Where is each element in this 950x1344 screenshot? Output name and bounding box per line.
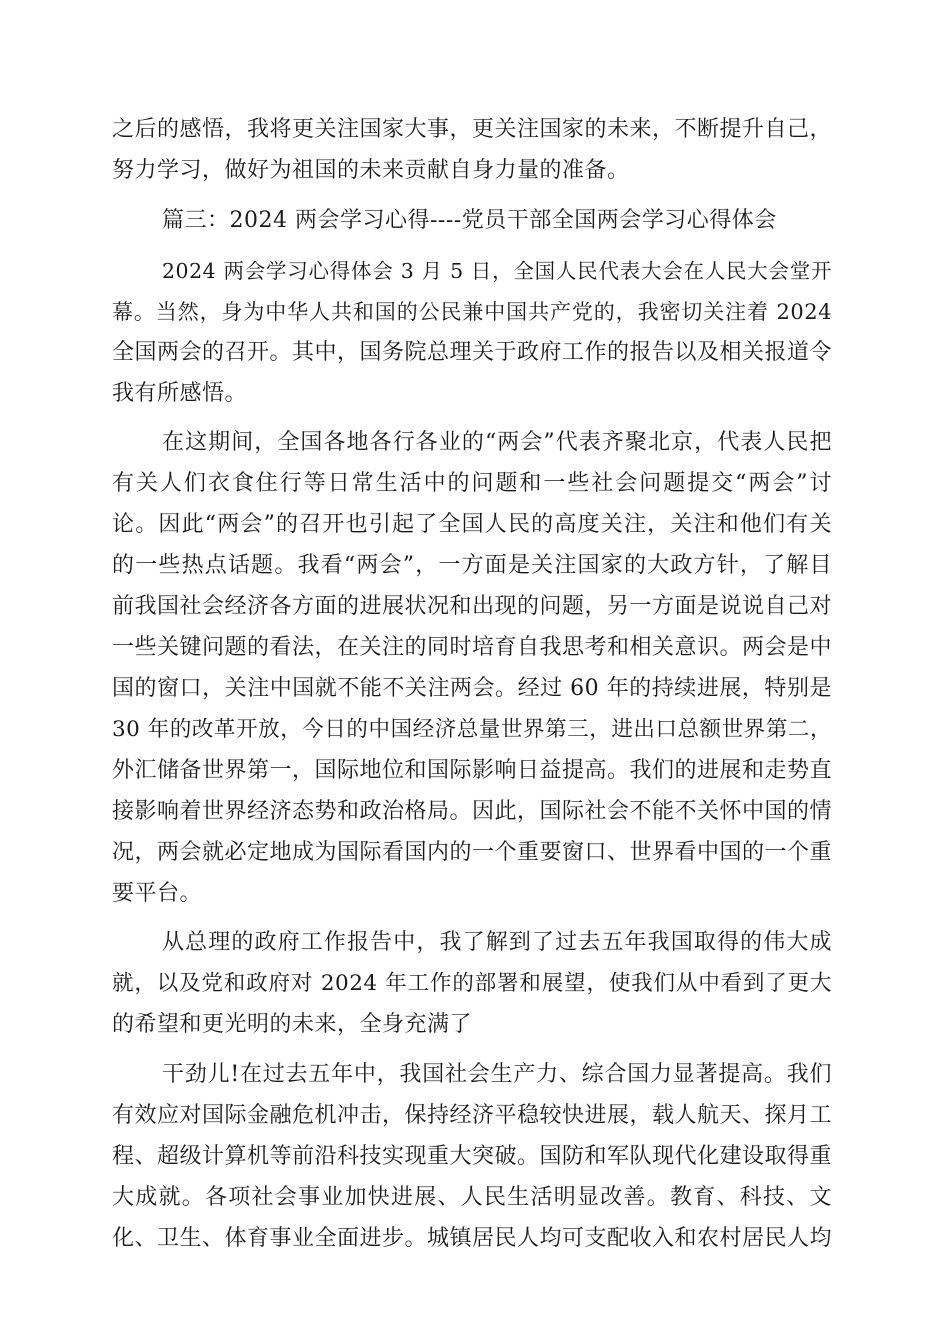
text-line: 况，两会就必定地成为国际看国内的一个重要窗口、世界看中国的一个重 <box>112 840 833 865</box>
text-line: 全国两会的召开。其中，国务院总理关于政府工作的报告以及相关报道令 <box>112 340 833 365</box>
text-line: 之后的感悟，我将更关注国家大事，更关注国家的未来，不断提升自己， <box>112 117 833 142</box>
text-line: 在这期间，全国各地各行各业的“两会”代表齐聚北京，代表人民把 <box>162 430 832 455</box>
text-line: 干劲儿!在过去五年中，我国社会生产力、综合国力显著提高。我们 <box>162 1062 832 1087</box>
text-line: 程、超级计算机等前沿科技实现重大突破。国防和军队现代化建设取得重 <box>112 1144 833 1169</box>
text-line: 大成就。各项社会事业加快进展、人民生活明显改善。教育、科技、文 <box>112 1185 832 1210</box>
text-line: 一些关键问题的看法，在关注的同时培育自我思考和相关意识。两会是中 <box>112 635 833 660</box>
text-line: 2024 两会学习心得体会 3 月 5 日，全国人民代表大会在人民大会堂开 <box>162 259 832 283</box>
text-line: 前我国社会经济各方面的进展状况和出现的问题，另一方面是说说自己对 <box>112 594 833 619</box>
text-line: 接影响着世界经济态势和政治格局。因此，国际社会不能不关怀中国的情 <box>112 799 833 824</box>
text-line: 化、卫生、体育事业全面进步。城镇居民人均可支配收入和农村居民人均 <box>112 1226 833 1251</box>
text-line: 有关人们衣食住行等日常生活中的问题和一些社会问题提交“两会”讨 <box>112 471 832 496</box>
text-line: 的希望和更光明的未来，全身充满了 <box>112 1012 473 1037</box>
text-line: 从总理的政府工作报告中，我了解到了过去五年我国取得的伟大成 <box>162 930 832 955</box>
text-line: 的一些热点话题。我看“两会”，一方面是关注国家的大政方针，了解目 <box>112 553 832 578</box>
text-line: 30 年的改革开放，今日的中国经济总量世界第三，进出口总额世界第二， <box>112 717 832 742</box>
text-line: 外汇储备世界第一，国际地位和国际影响日益提高。我们的进展和走势直 <box>112 758 833 783</box>
text-line: 有效应对国际金融危机冲击，保持经济平稳较快进展，载人航天、探月工 <box>112 1103 833 1128</box>
text-line: 我有所感悟。 <box>112 381 248 406</box>
text-line: 幕。当然，身为中华人共和国的公民兼中国共产党的，我密切关注着 2024 <box>112 300 832 324</box>
text-line: 努力学习，做好为祖国的未来贡献自身力量的准备。 <box>112 158 630 183</box>
text-line: 要平台。 <box>112 881 203 906</box>
text-line: 就，以及党和政府对 2024 年工作的部署和展望，使我们从中看到了更大 <box>112 971 832 996</box>
section-heading: 篇三：2024 两会学习心得----党员干部全国两会学习心得体会 <box>162 208 777 233</box>
text-line: 论。因此“两会”的召开也引起了全国人民的高度关注，关注和他们有关 <box>112 512 832 537</box>
text-line: 国的窗口，关注中国就不能不关注两会。经过 60 年的持续进展，特别是 <box>112 676 832 701</box>
